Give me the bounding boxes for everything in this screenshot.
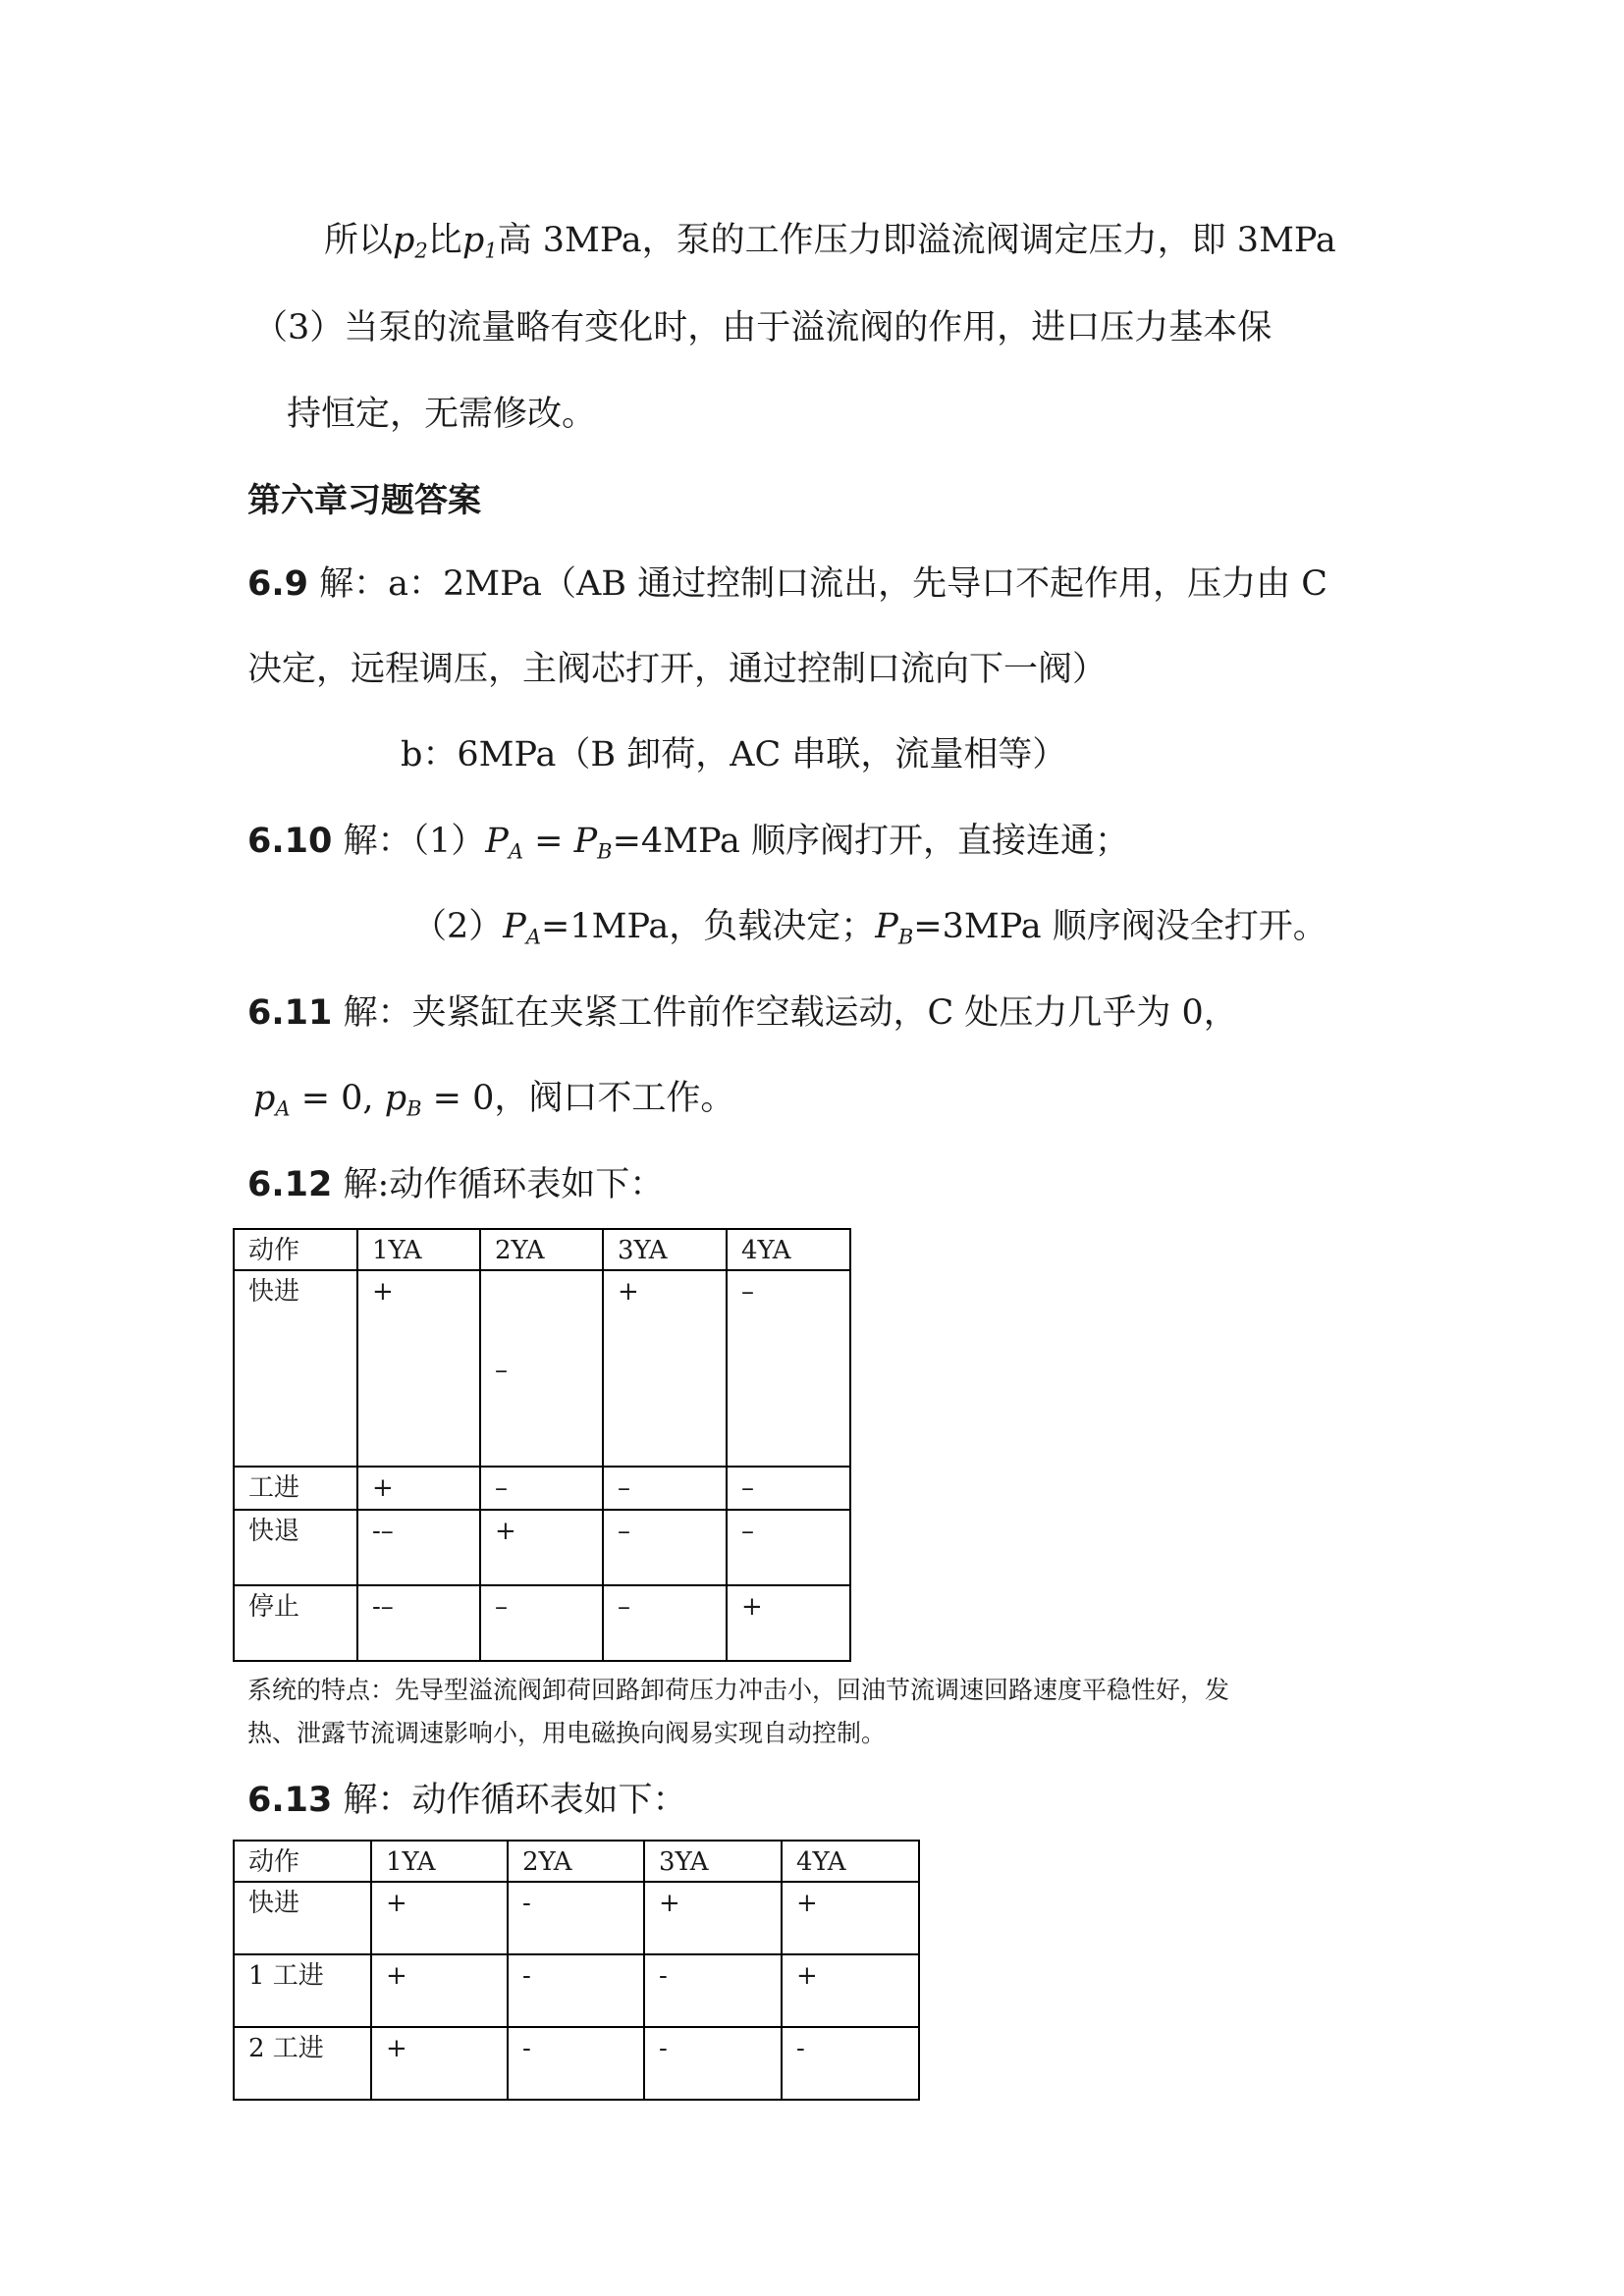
symbol-equals-zero: = 0 [421,1079,495,1118]
answer-text: =1MPa，负载决定； [541,907,876,946]
cell-2ya: – [480,1585,603,1661]
cell-action: 2 工进 [234,2027,371,2100]
cell-action: 工进 [234,1467,357,1510]
answer-6-9-line2: 决定，远程调压，主阀芯打开，通过控制口流向下一阀） [247,650,1108,689]
header-action: 动作 [234,1841,371,1882]
table-row [234,1467,850,1510]
cell-3ya: + [603,1270,727,1467]
table-row [234,1954,919,2027]
cell-3ya: - [644,1954,782,2027]
cell-4ya: – [727,1510,850,1585]
symbol-pa: $P_A$ [503,907,542,949]
action-cycle-table-6-13 [233,1840,920,2101]
table-header-row [234,1229,850,1270]
header-2ya: 2YA [508,1841,644,1882]
paragraph-flow-change-line1: （3）当泵的流量略有变化时，由于溢流阀的作用，进口压力基本保 [253,308,1272,347]
symbol-equals: = [523,822,574,861]
cell-2ya: – [480,1270,603,1467]
question-number: 6.13 [247,1781,333,1820]
answer-text: （2） [412,907,504,946]
symbol-p1: $p_1$ [461,221,498,263]
header-3ya: 3YA [603,1229,727,1270]
question-number: 6.10 [247,822,333,861]
cell-4ya: – [727,1270,850,1467]
answer-6-10-line1 [247,820,1129,873]
table-row [234,1510,850,1585]
answer-text: 解：a：2MPa（AB 通过控制口流出，先导口不起作用，压力由 C [319,564,1328,604]
answer-6-13-intro [247,1779,687,1822]
symbol-equals-zero: = 0, [290,1079,385,1118]
cell-1ya: + [357,1270,480,1467]
table-row [234,1270,850,1467]
answer-6-9-line3: b：6MPa（B 卸荷，AC 串联，流量相等） [401,735,1067,774]
answer-6-9-line1 [247,562,1327,606]
cell-2ya: + [480,1510,603,1585]
cell-2ya: - [508,1954,644,2027]
table-row [234,1882,919,1954]
cell-4ya: - [782,2027,919,2100]
answer-6-11-line2 [253,1077,734,1130]
header-1ya: 1YA [357,1229,480,1270]
cell-action: 快进 [234,1270,357,1467]
cell-3ya: - [644,2027,782,2100]
cell-4ya: + [782,1954,919,2027]
paragraph-pressure-summary [324,219,1336,272]
cell-1ya: + [371,2027,508,2100]
header-3ya: 3YA [644,1841,782,1882]
cell-2ya: - [508,1882,644,1954]
answer-text: =3MPa 顺序阀没全打开。 [913,907,1327,946]
table-header-row [234,1841,919,1882]
header-action: 动作 [234,1229,357,1270]
cell-3ya: + [644,1882,782,1954]
cell-2ya: - [508,2027,644,2100]
table-row [234,1585,850,1661]
symbol-pb: $P_B$ [875,907,914,949]
answer-6-11-line1 [247,991,1238,1035]
answer-text: 解：夹紧缸在夹紧工件前作空载运动，C 处压力几乎为 0， [343,993,1238,1033]
symbol-pb: $P_B$ [573,822,613,864]
cell-2ya: – [480,1467,603,1510]
cell-action: 快退 [234,1510,357,1585]
answer-6-10-line2 [412,905,1327,958]
answer-text: 解：（1） [343,822,486,861]
cell-action: 停止 [234,1585,357,1661]
symbol-pa: $p_A$ [253,1079,291,1121]
answer-text: 解：动作循环表如下： [343,1781,687,1820]
cell-3ya: – [603,1510,727,1585]
symbol-pa: $P_A$ [485,822,524,864]
text-mid: 比 [427,221,462,260]
system-features-note-line2: 热、泄露节流调速影响小，用电磁换向阀易实现自动控制。 [247,1719,887,1747]
header-1ya: 1YA [371,1841,508,1882]
cell-action: 1 工进 [234,1954,371,2027]
header-2ya: 2YA [480,1229,603,1270]
header-4ya: 4YA [782,1841,919,1882]
question-number: 6.12 [247,1165,333,1204]
cell-3ya: – [603,1467,727,1510]
symbol-p2: $p_2$ [393,221,428,263]
chapter-title: 第六章习题答案 [247,481,481,520]
cell-1ya: -– [357,1510,480,1585]
header-4ya: 4YA [727,1229,850,1270]
cell-4ya: + [782,1882,919,1954]
paragraph-flow-change-line2: 持恒定，无需修改。 [287,395,597,434]
question-number: 6.11 [247,993,333,1033]
cell-1ya: + [357,1467,480,1510]
cell-1ya: + [371,1954,508,2027]
text-lead: 所以 [324,221,394,260]
cell-1ya: + [371,1882,508,1954]
text-rest: 高 3MPa，泵的工作压力即溢流阀调定压力，即 3MPa [497,221,1336,260]
question-number: 6.9 [247,564,309,604]
cell-1ya: -– [357,1585,480,1661]
cell-action: 快进 [234,1882,371,1954]
action-cycle-table-6-12 [233,1228,851,1662]
symbol-pb: $p_B$ [384,1079,422,1121]
answer-6-12-intro [247,1163,664,1206]
answer-text: ，阀口不工作。 [494,1079,735,1118]
answer-text: 解:动作循环表如下： [343,1165,665,1204]
cell-4ya: – [727,1467,850,1510]
answer-text: =4MPa 顺序阀打开，直接连通； [612,822,1129,861]
table-row [234,2027,919,2100]
cell-4ya: + [727,1585,850,1661]
cell-3ya: – [603,1585,727,1661]
system-features-note-line1: 系统的特点：先导型溢流阀卸荷回路卸荷压力冲击小，回油节流调速回路速度平稳性好，发 [247,1676,1230,1704]
